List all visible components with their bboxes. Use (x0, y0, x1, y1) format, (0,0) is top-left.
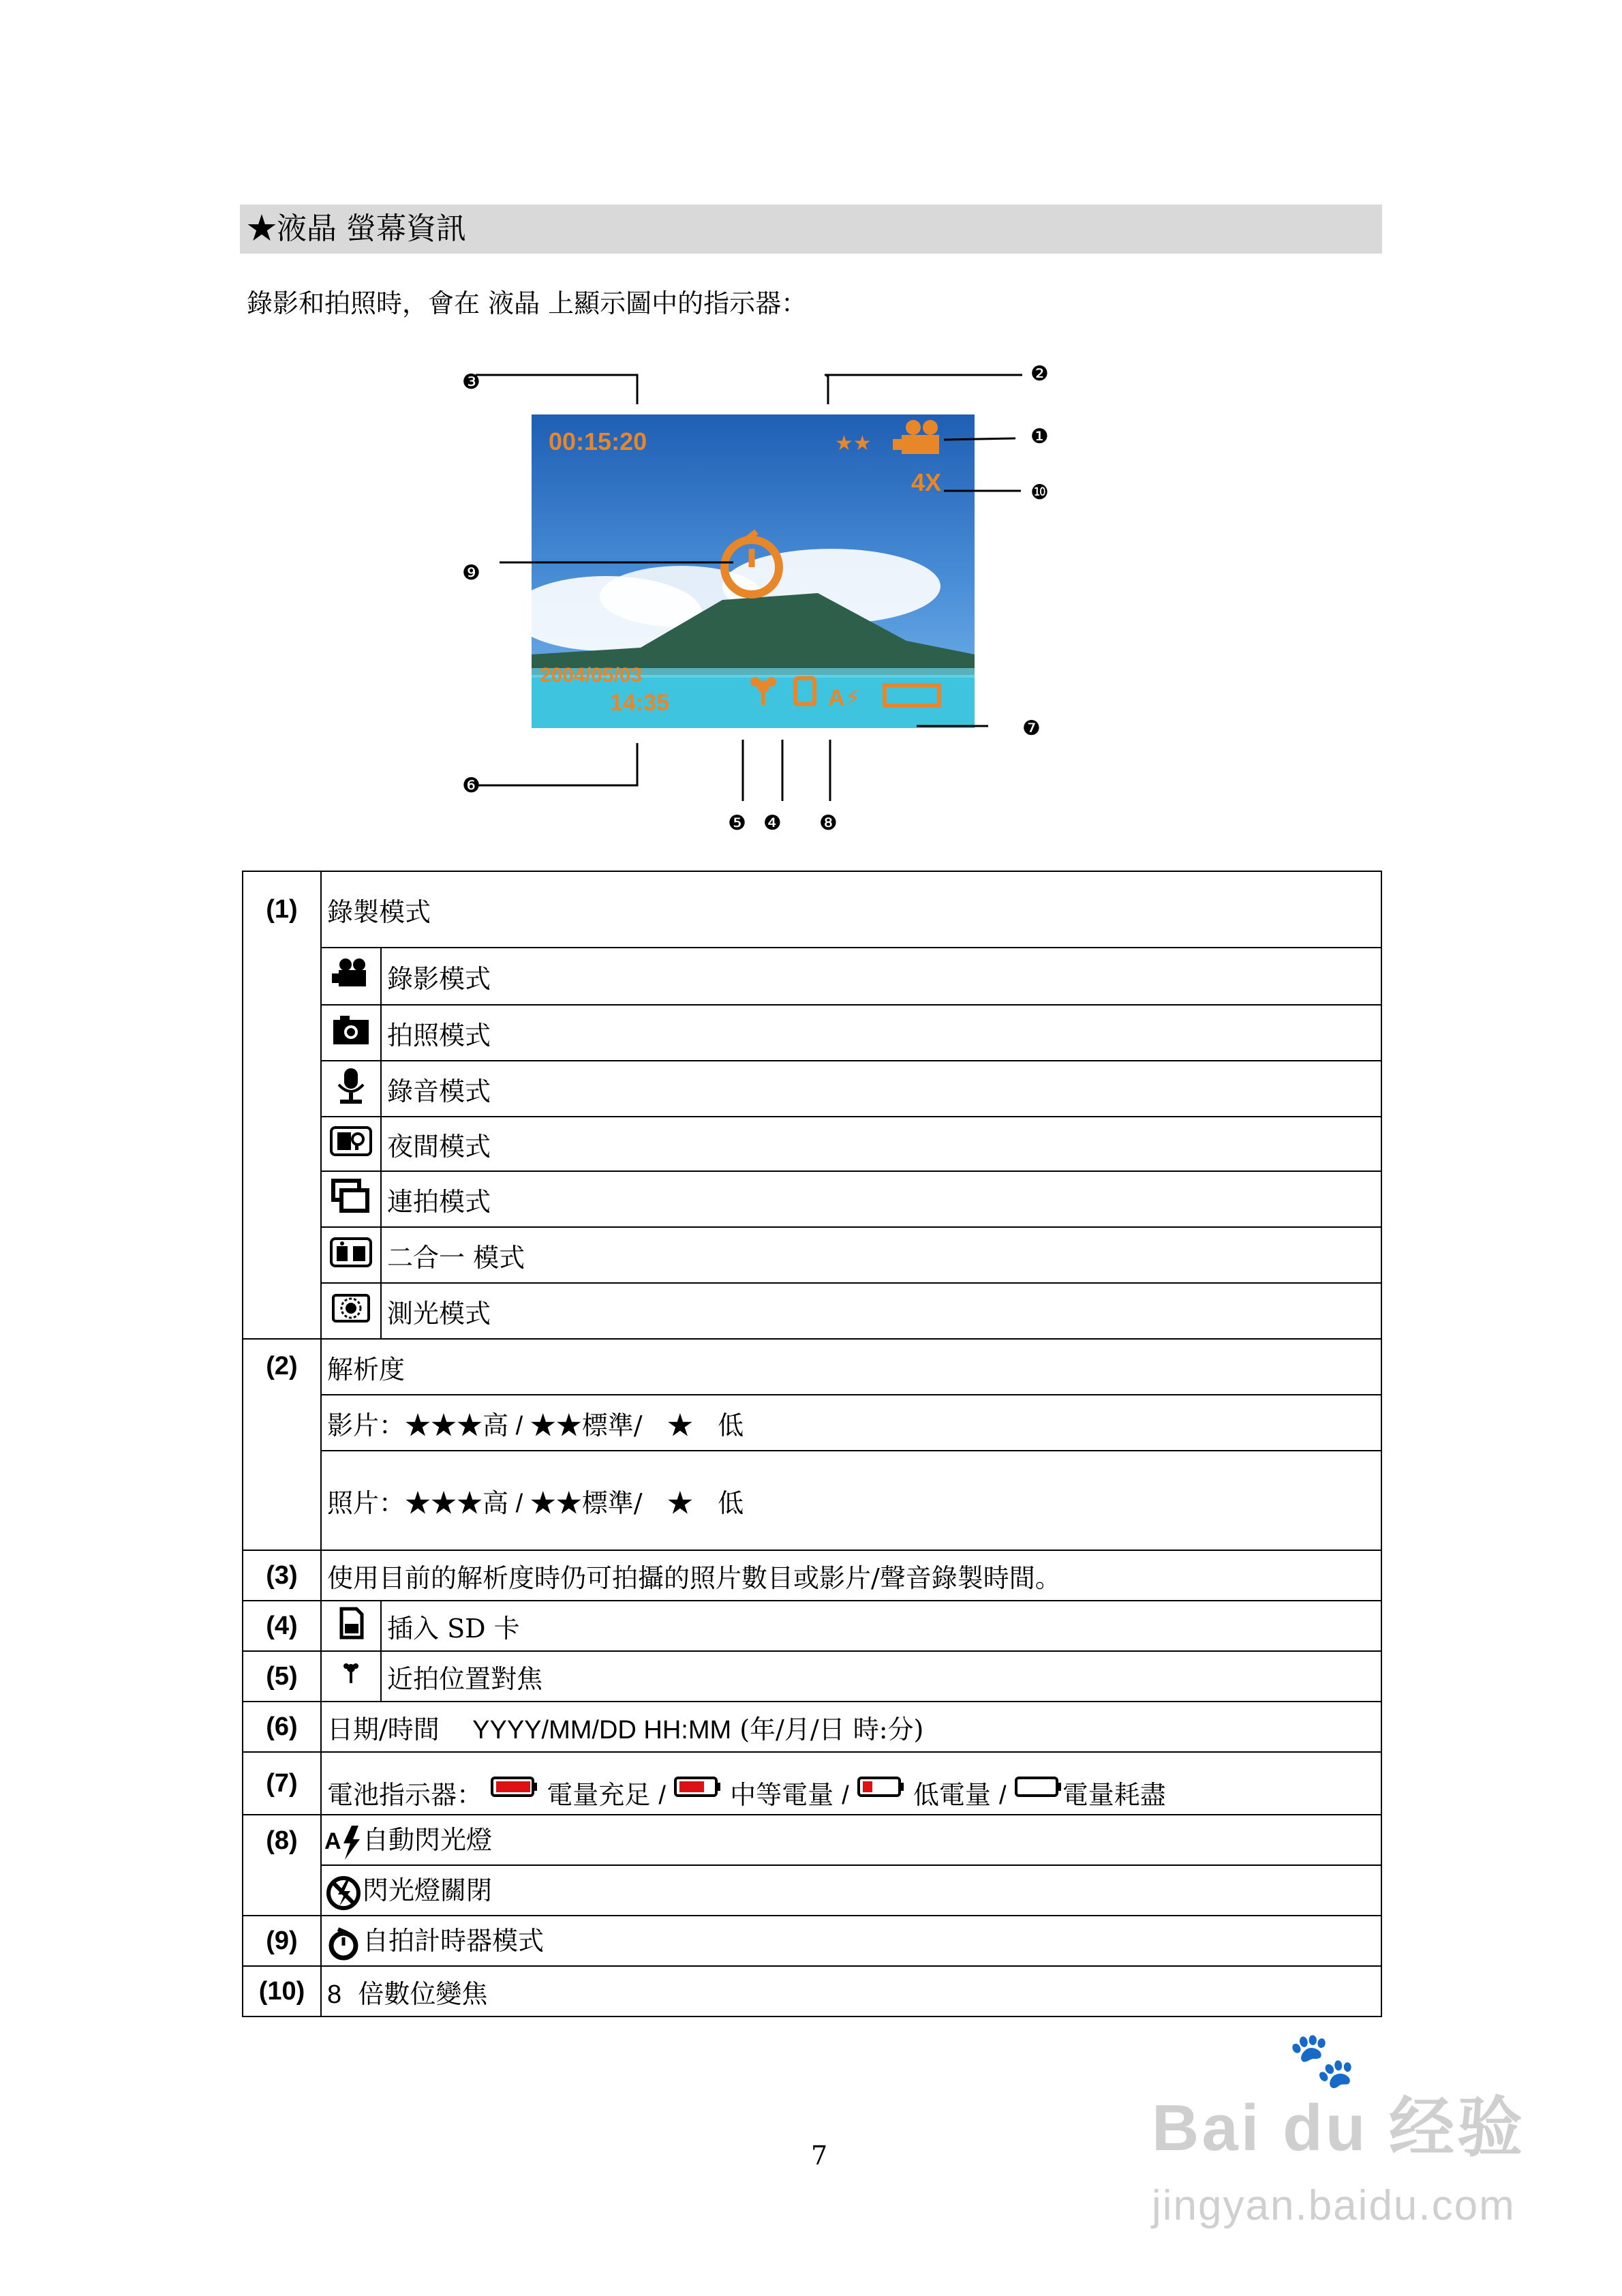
stars-three-icon: ★★★ (405, 1487, 483, 1518)
mode-photo: 拍照模式 (381, 1005, 1381, 1061)
table-row (243, 1339, 1381, 1395)
table-row (243, 1451, 1381, 1550)
self-timer-row: 自拍計時器模式 (321, 1916, 1381, 1966)
row-number: (1) (243, 871, 321, 1339)
table-row (243, 1061, 1381, 1117)
table-row (243, 1395, 1381, 1451)
battery-full-icon (491, 1774, 538, 1801)
resolution-photo: 照片：★★★高 / ★★標準/ ★ 低 (321, 1451, 1381, 1550)
burst-mode-icon (321, 1171, 381, 1227)
screen-clock: 14:35 (610, 690, 669, 716)
resolution-label: 解析度 (321, 1339, 1381, 1395)
indicator-table (242, 871, 1382, 2017)
svg-text:A: A (324, 1828, 341, 1854)
mode-night: 夜間模式 (381, 1117, 1381, 1171)
screen-timer: 00:15:20 (549, 427, 647, 455)
row-number: (3) (243, 1550, 321, 1601)
table-row (243, 1966, 1381, 2016)
flash-auto-icon (324, 1824, 363, 1861)
callout-9: ❾ (462, 562, 480, 584)
macro-icon (321, 1651, 381, 1702)
mode-video: 錄影模式 (381, 948, 1381, 1005)
metering-icon (321, 1283, 381, 1339)
resolution-video: 影片：★★★高 / ★★標準/ ★ 低 (321, 1395, 1381, 1451)
callout-8: ❽ (819, 812, 838, 834)
callout-7: ❼ (1022, 717, 1041, 740)
callout-3: ❸ (462, 371, 480, 393)
digital-zoom-text: 8 倍數位變焦 (321, 1966, 1381, 2016)
camera-icon (321, 1005, 381, 1061)
row-number: (5) (243, 1651, 321, 1702)
table-row (243, 1752, 1381, 1815)
table-row (243, 1865, 1381, 1916)
flash-off-row: 閃光燈關閉 (321, 1865, 1381, 1916)
battery-empty-icon (1015, 1774, 1062, 1801)
table-row (243, 1550, 1381, 1601)
row-number: (4) (243, 1601, 321, 1651)
table-row (243, 1117, 1381, 1171)
intro-text: 錄影和拍照時，會在 液晶 上顯示圖中的指示器： (247, 288, 808, 318)
star-one-icon: ★ (667, 1487, 693, 1518)
section-title: ★液晶 螢幕資訊 (247, 211, 466, 246)
row-number: (6) (243, 1702, 321, 1752)
callout-4: ❹ (763, 812, 782, 834)
datetime-text: 日期/時間 YYYY/MM/DD HH:MM (年/月/日 時:分) (321, 1702, 1381, 1752)
callout-5: ❺ (728, 812, 746, 834)
night-mode-icon (321, 1117, 381, 1171)
row-number: (9) (243, 1916, 321, 1966)
row-number: (2) (243, 1339, 321, 1550)
battery-low-icon (857, 1774, 905, 1801)
callout-10: ❿ (1030, 481, 1049, 504)
mode-audio: 錄音模式 (381, 1061, 1381, 1117)
stars-two-icon: ★★ (530, 1410, 582, 1440)
battery-indicator-text: 電池指示器： 電量充足 / 中等電量 / 低電量 / 電量耗盡 (321, 1752, 1381, 1815)
watermark-brand: 🐾 Bai du 经验 (1152, 2029, 1526, 2164)
table-row (243, 948, 1381, 1005)
battery-medium-icon (674, 1774, 722, 1801)
row-number: (8) (243, 1815, 321, 1916)
callout-1: ❶ (1030, 425, 1049, 448)
sd-card-text: 插入 SD 卡 (381, 1601, 1381, 1651)
table-row (243, 1171, 1381, 1227)
table-row (243, 1227, 1381, 1283)
screen-zoom: 4X (911, 468, 942, 496)
table-row (243, 1005, 1381, 1061)
mode-two-in-one: 二合一 模式 (381, 1227, 1381, 1283)
mode-burst: 連拍模式 (381, 1171, 1381, 1227)
table-row (243, 871, 1381, 948)
table-row (243, 1916, 1381, 1966)
screen-resolution-stars: ★★ (835, 432, 872, 455)
mode-metering: 測光模式 (381, 1283, 1381, 1339)
row-number: (10) (243, 1966, 321, 2016)
video-camera-icon (321, 948, 381, 1005)
screen-flash-icon: A⚡ (828, 685, 861, 711)
callout-6: ❻ (462, 774, 480, 797)
stars-two-icon: ★★ (530, 1487, 582, 1518)
microphone-icon (321, 1061, 381, 1117)
sd-card-icon (321, 1601, 381, 1651)
row-number: (7) (243, 1752, 321, 1815)
recording-mode-label: 錄製模式 (321, 871, 1381, 948)
stars-three-icon: ★★★ (405, 1410, 483, 1440)
table-row (243, 1283, 1381, 1339)
screen-date: 2004/05/03 (540, 664, 643, 686)
table-row (243, 1651, 1381, 1702)
lcd-diagram (436, 354, 1118, 845)
two-in-one-icon (321, 1227, 381, 1283)
macro-text: 近拍位置對焦 (381, 1651, 1381, 1702)
page-number: 7 (811, 2141, 828, 2171)
table-row (243, 1815, 1381, 1865)
flash-off-icon (324, 1875, 363, 1912)
callout-2: ❷ (1030, 363, 1049, 385)
flash-auto-row: A 自動閃光燈 (321, 1815, 1381, 1865)
remaining-capacity-text: 使用目前的解析度時仍可拍攝的照片數目或影片/聲音錄製時間。 (321, 1550, 1381, 1601)
table-row (243, 1601, 1381, 1651)
table-row (243, 1702, 1381, 1752)
paw-icon: 🐾 (1288, 2029, 1359, 2090)
watermark-url: jingyan.baidu.com (1152, 2182, 1516, 2229)
self-timer-icon (324, 1925, 363, 1962)
star-one-icon: ★ (667, 1410, 693, 1440)
